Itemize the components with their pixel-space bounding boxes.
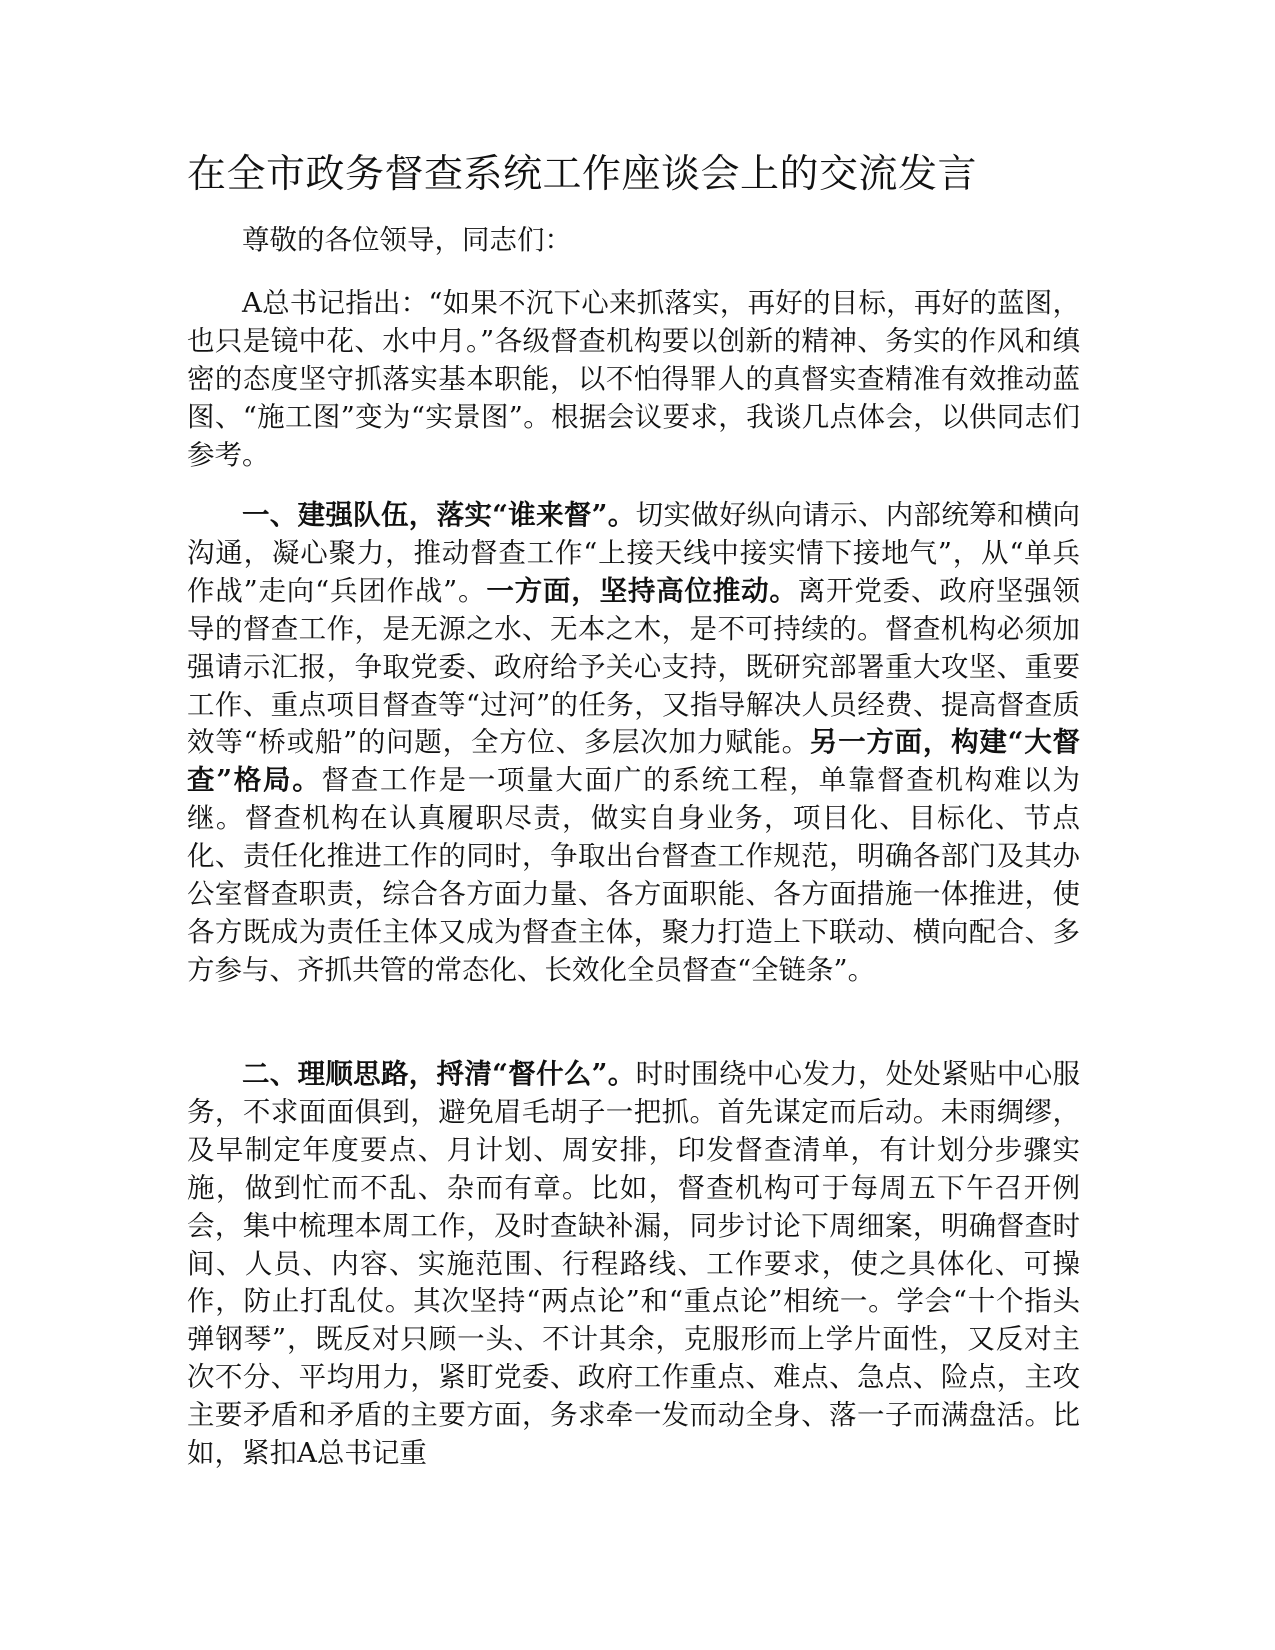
salutation: 尊敬的各位领导，同志们： [242,224,572,256]
section-one-text-3: 督查工作是一项量大面广的系统工程，单靠督查机构难以为继。督查机构在认真履职尽责，做实自身业务，项目化、目标化、节点化、责任化推进工作的同时，争取出台督查工作规范，明确各部门及其办公室督查职责，综合各方面力量、各方面职能、各方面措施一体推进，使各方既成为责任主体又成为督查主体，聚力打造上下联动、横向配合、多方参与、齐抓共管的常态化、长效化全员督查“全链条”。 [187,764,1080,986]
section-two-text-1: 时时围绕中心发力，处处紧贴中心服务，不求面面俱到，避免眉毛胡子一把抓。首先谋定而后动。未雨绸缪，及早制定年度要点、月计划、周安排，印发督查清单，有计划分步骤实施，做到忙而不乱、杂而有章。比如，督查机构可于每周五下午召开例会，集中梳理本周工作，及时查缺补漏，同步讨论下周细案，明确督查时间、人员、内容、实施范围、行程路线、工作要求，使之具体化、可操作，防止打乱仗。其次坚持“两点论”和“重点论”相统一。学会“十个指头弹钢琴”，既反对只顾一头、不计其余，克服形而上学片面性，又反对主次不分、平均用力，紧盯党委、政府工作重点、难点、急点、险点，主攻主要矛盾和矛盾的主要方面，务求牵一发而动全身、落一子而满盘活。比如，紧扣A总书记重 [187,1058,1081,1470]
paragraph-intro: A总书记指出：“如果不沉下心来抓落实，再好的目标，再好的蓝图，也只是镜中花、水中月。”各级督查机构要以创新的精神、务实的作风和缜密的态度坚守抓落实基本职能，以不怕得罪人的真督实查精准有效推动蓝图、“施工图”变为“实景图”。根据会议要求，我谈几点体会，以供同志们参考。 [187,287,1080,471]
document-title: 在全市政务督查系统工作座谈会上的交流发言 [187,152,978,197]
section-one-text-1: 切实做好纵向请示、内部统筹和横向沟通，凝心聚力，推动督查工作“上接天线中接实情下接地气”，从“单兵作战”走向“兵团作战”。 [187,499,1081,607]
paragraph-section-two [187,1056,1080,1473]
paragraph-section-one [187,497,1080,990]
section-one-subheading-2: 另一方面，构建“大督查”格局。 [187,726,1080,797]
section-one-text-2: 离开党委、政府坚强领导的督查工作，是无源之水、无本之木，是不可持续的。督查机构必须加强请示汇报，争取党委、政府给予关心支持，既研究部署重大攻坚、重要工作、重点项目督查等“过河”的任务，又指导解决人员经费、提高督查质效等“桥或船”的问题，全方位、多层次加力赋能。 [187,574,1080,759]
section-heading-two: 二、理顺思路，捋清“督什么”。 [242,1058,636,1090]
section-one-subheading-1: 一方面，坚持高位推动。 [486,574,798,607]
section-heading-one: 一、建强队伍，落实“谁来督”。 [242,499,636,531]
